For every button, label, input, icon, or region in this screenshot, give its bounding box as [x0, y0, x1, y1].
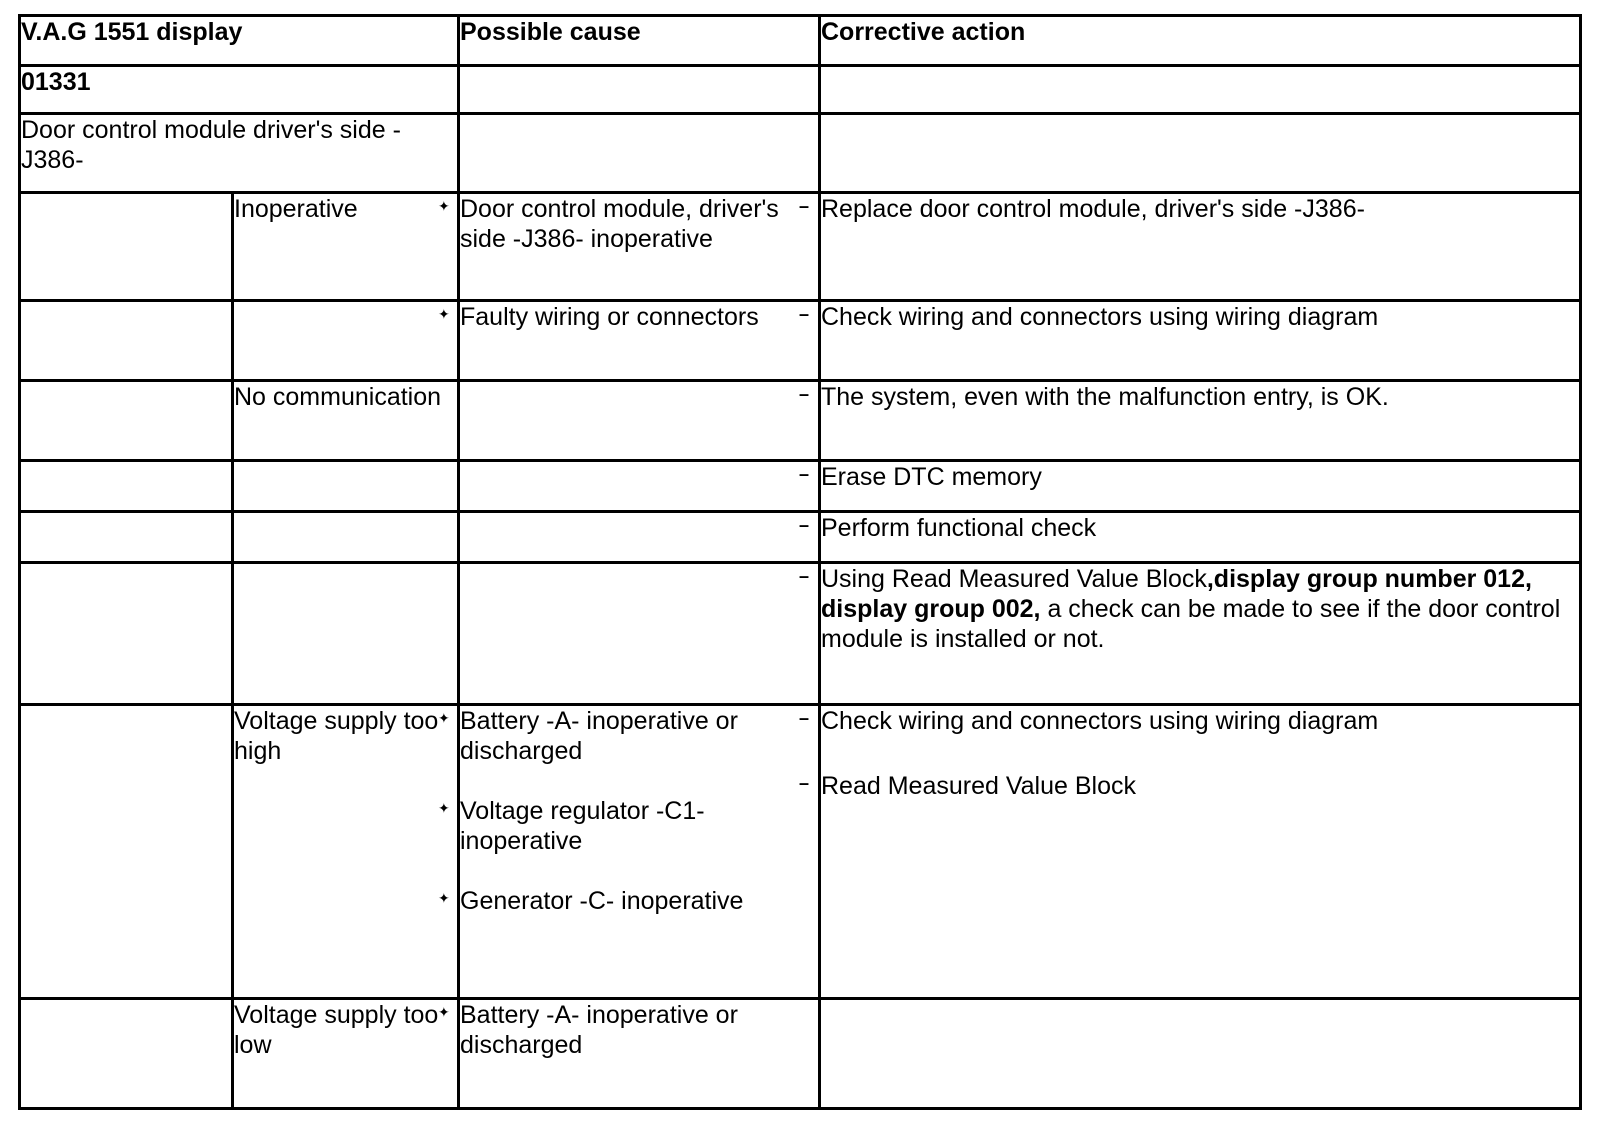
symptom-cell — [233, 193, 459, 301]
action-item: – The system, even with the malfunction entry, is OK. — [821, 382, 1579, 412]
action-cell — [820, 512, 1581, 563]
symptom-text: Voltage supply too low — [234, 1001, 439, 1059]
action-item: – Check wiring and connectors using wiring diagram — [821, 302, 1579, 332]
table-row — [20, 563, 1581, 705]
symptom-text: Voltage supply too high — [234, 707, 439, 765]
fault-code: 01331 — [20, 66, 459, 114]
fault-rows — [20, 193, 1581, 1109]
component-name: Door control module driver's side -J386- — [20, 114, 459, 193]
action-cell — [820, 705, 1581, 999]
empty-cell — [20, 381, 233, 461]
action-cell — [820, 381, 1581, 461]
action-bold-text: ,display group number 012, display group 002, — [821, 565, 1532, 623]
cause-cell — [459, 193, 820, 301]
action-cell — [820, 301, 1581, 381]
cause-item: ✦ Faulty wiring or connectors — [460, 302, 818, 332]
fault-table — [18, 14, 1582, 1110]
action-item: – Replace door control module, driver's side -J386- — [821, 194, 1579, 224]
cause-cell — [459, 512, 820, 563]
table-row — [20, 512, 1581, 563]
table-row — [20, 301, 1581, 381]
symptom-cell — [233, 381, 459, 461]
symptom-cell — [233, 512, 459, 563]
symptom-text: No communication — [234, 383, 442, 411]
action-cell — [820, 999, 1581, 1109]
header-display: V.A.G 1551 display — [20, 16, 459, 66]
cause-item: ✦ Battery -A- inoperative or discharged — [460, 706, 818, 766]
code-row — [20, 66, 1581, 114]
cause-cell — [459, 999, 820, 1109]
header-cause: Possible cause — [459, 16, 820, 66]
action-tail-text: a check can be made to see if the door control module is installed or not. — [821, 595, 1561, 653]
cause-cell — [459, 461, 820, 512]
empty-cell — [20, 461, 233, 512]
table-row — [20, 461, 1581, 512]
component-row — [20, 114, 1581, 193]
cause-cell — [459, 301, 820, 381]
action-cell — [820, 461, 1581, 512]
header-action: Corrective action — [820, 16, 1581, 66]
symptom-cell — [233, 563, 459, 705]
cause-item: ✦ Generator -C- inoperative — [460, 886, 818, 916]
table-row — [20, 999, 1581, 1109]
empty-cell — [20, 512, 233, 563]
empty-cell — [20, 301, 233, 381]
empty-cell — [20, 705, 233, 999]
symptom-text: Inoperative — [234, 195, 358, 223]
symptom-cell — [233, 461, 459, 512]
action-item: – Read Measured Value Block — [821, 771, 1579, 801]
action-cell — [820, 563, 1581, 705]
empty-cell — [20, 999, 233, 1109]
empty-cell — [459, 66, 820, 114]
action-item: – Check wiring and connectors using wiring diagram — [821, 706, 1579, 736]
action-cell — [820, 193, 1581, 301]
symptom-cell — [233, 301, 459, 381]
cause-cell — [459, 705, 820, 999]
cause-cell — [459, 563, 820, 705]
action-lead-text: Using Read Measured Value Block — [821, 565, 1207, 593]
table-row — [20, 705, 1581, 999]
empty-cell — [820, 114, 1581, 193]
cause-cell — [459, 381, 820, 461]
cause-item: ✦ Voltage regulator -C1- inoperative — [460, 796, 818, 856]
action-item — [821, 564, 1579, 654]
action-item: – Perform functional check — [821, 513, 1579, 543]
table-row — [20, 193, 1581, 301]
empty-cell — [820, 66, 1581, 114]
symptom-cell — [233, 999, 459, 1109]
empty-cell — [459, 114, 820, 193]
cause-item: ✦ Battery -A- inoperative or discharged — [460, 1000, 818, 1060]
header-row — [20, 16, 1581, 66]
symptom-cell — [233, 705, 459, 999]
action-item: – Erase DTC memory — [821, 462, 1579, 492]
cause-item: ✦ Door control module, driver's side -J386- inoperative — [460, 194, 818, 254]
empty-cell — [20, 563, 233, 705]
empty-cell — [20, 193, 233, 301]
table-row — [20, 381, 1581, 461]
